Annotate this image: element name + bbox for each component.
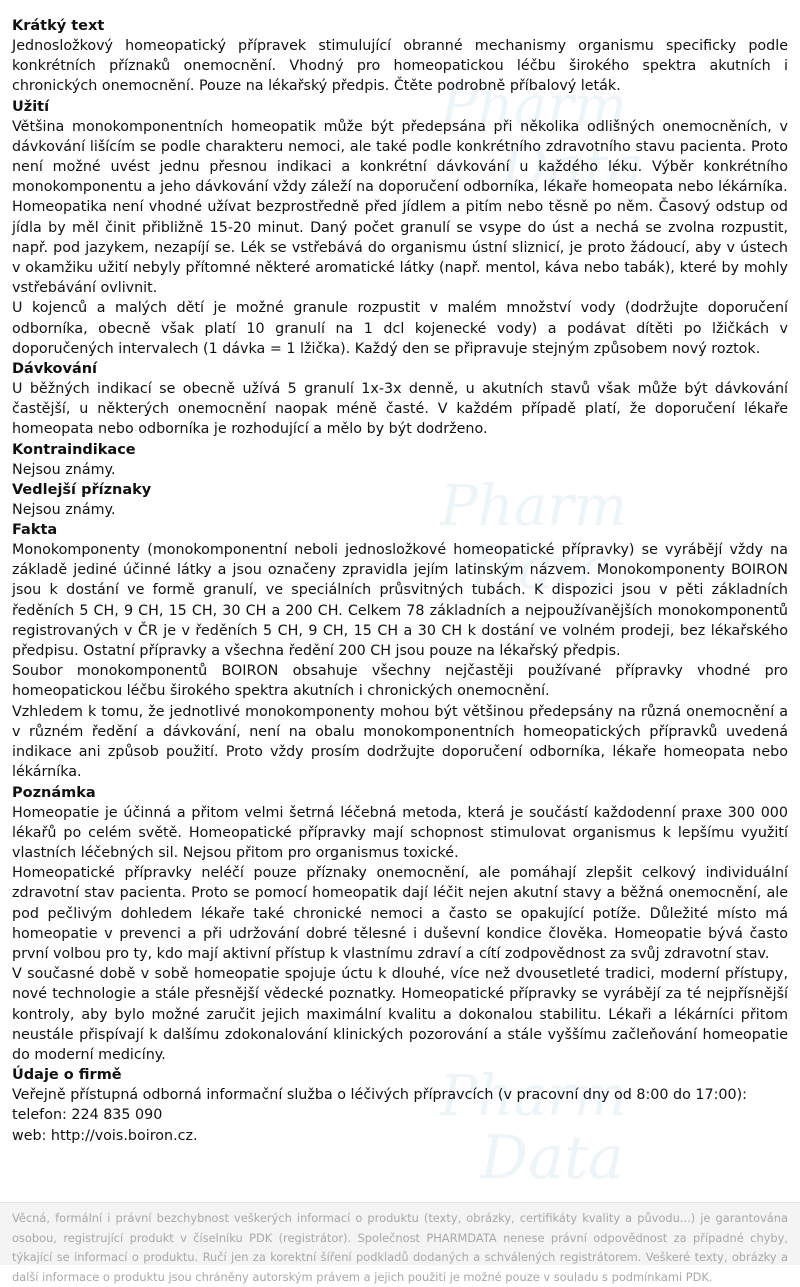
watermark-text-bottom: Data [500,133,644,203]
section-paragraph: Většina monokomponentních homeopatik může být předepsána při několika odlišných onemocněních, v dávkování lišícím se podle charakteru nemoci, ale také podle konkrétního zdravotního stavu pacienta. Proto není možné uvést jednu přesnou indikaci a konkrétní dávkování u každého léku. Výběr konkrétního monokomponentu a jeho dávkování vždy záleží na doporučení odborníka, lékaře homeopata nebo lékárníka. [12,118,788,196]
contact-web: web: http://vois.boiron.cz. [12,1127,198,1144]
section-paragraph: Homeopatika není vhodné užívat bezprostředně před jídlem a pitím nebo těsně po něm. Časový odstup od jídla by měl činit přibližně 15-20 minut. Daný počet granulí se vsype do úst a nechá se zvolna rozpustit, např. pod jazykem, nezapíjí se. Lék se vstřebává do organismu ústní sliznicí, je proto žádoucí, aby v ústech v okamžiku užití nebyly přítomné některé aromatické látky (např. mentol, káva nebo tabák), které by mohly vstřebávání ovlivnit. [12,199,788,297]
section-paragraph: Nejsou známy. [12,501,116,518]
section-paragraph: V současné době v sobě homeopatie spojuje úctu k dlouhé, více než dvousetleté tradici, moderní přístupy, nové technologie a stále přesnější vědecké poznatky. Homeopatické přípravky se vyrábějí za té nejpřísnější kontroly, aby bylo možné zaručit jejich maximální kvalitu a dokonalou stabilitu. Lékaři a lékárníci přitom neustále přispívají k dalšímu zdokonalování klinických pozorování a stále vyššímu začleňování homeopatie do moderní medicíny. [12,966,788,1063]
section-paragraph: Homeopatické přípravky neléčí pouze příznaky onemocnění, ale pomáhají zlepšit celkový individuální zdravotní stav pacienta. Proto se pomocí homeopatik dají léčit nejen akutní stavy a běžná onemocnění, ale pod pečlivým dohledem lékaře také chronické nemoci a často se opakující potíže. Důležité místo má homeopatie v prevenci a při udržování dobré tělesné i duševní kondice člověka. Homeopatie bývá často první volbou pro ty, kdo mají aktivní přístup k vlastnímu zdraví a cítí zodpovědnost za svůj zdravotní stav. [12,865,788,962]
section-title: Dávkování [12,361,98,378]
section-title: Poznámka [12,784,96,801]
section-paragraph: Nejsou známy. [12,461,116,478]
contact-phone: telefon: 224 835 090 [12,1107,163,1124]
section-paragraph: Jednosložkový homeopatický přípravek stimulující obranné mechanismy organismu specificky podle konkrétních příznaků onemocnění. Vhodný pro homeopatickou léčbu širokého spektra akutních i chronických onemocnění. Pouze na lékařský předpis. Čtěte podrobně příbalový leták. [12,38,788,95]
section-kontraindikace [12,440,788,480]
section-paragraph: U běžných indikací se obecně užívá 5 granulí 1x-3x denně, u akutních stavů však může být dávkování častější, u některých onemocnění naopak méně časté. V každém případě platí, že doporučení lékaře homeopata nebo odborníka je rozhodující a mělo by být dodrženo. [12,381,788,438]
disclaimer-text: Věcná, formální i právní bezchybnost veškerých informací o produktu (texty, obrázky, certifikáty kvality a původu...) je garantována osobou, registrující produkt v číselníku PDK (registrátor). Společnost PHARMDATA nenese právní odpovědnost za případné chyby, týkající se informací o produktu. Ručí jen za korektní šíření podkladů dodaných a schválených registrátorem. Veškeré texty, obrázky a další informace o produktu jsou chráněny autorským právem a jejich použití je možné pouze v souladu s podmínkami PDK. [12,1211,788,1284]
legal-disclaimer [0,1202,800,1284]
section-title: Vedlejší příznaky [12,481,152,498]
section-davkovani [12,359,788,440]
section-vedlejsi-priznaky [12,480,788,520]
watermark-text-top: Pharm [440,474,628,539]
section-kratky-text [12,16,788,97]
section-udaje-o-firme [12,1065,788,1146]
section-title: Krátký text [12,18,105,34]
watermark-text-bottom: Data [470,533,614,603]
section-title: Údaje o firmě [12,1067,122,1084]
watermark-text-bottom: Data [480,1123,624,1193]
section-title: Užití [12,98,50,115]
section-paragraph: Soubor monokomponentů BOIRON obsahuje všechny nejčastěji používané přípravky vhodné pro homeopatickou léčbu širokého spektra akutních i chronických onemocnění. [12,663,788,700]
section-poznamka [12,783,788,1066]
section-paragraph: Vzhledem k tomu, že jednotlivé monokomponenty mohou být většinou předepsány na různá onemocnění a v různém ředění a dávkování, není na obalu monokomponentních homeopatických přípravků uvedená indikace ani způsob použití. Proto vždy prosím dodržujte doporučení odborníka, lékaře homeopata nebo lékárníka. [12,703,788,781]
section-fakta [12,520,788,782]
section-paragraph: U kojenců a malých dětí je možné granule rozpustit v malém množství vody (dodržujte doporučení odborníka, obecně však platí 10 granulí na 1 dcl kojenecké vody) a podávat dítěti po lžičkách v doporučených intervalech (1 dávka = 1 lžička). Každý den se připravuje stejným způsobem nový roztok. [12,300,788,357]
section-title: Fakta [12,522,58,539]
watermark-text-top: Pharm [440,74,628,139]
section-title: Kontraindikace [12,441,136,458]
section-paragraph: Homeopatie je účinná a přitom velmi šetrná léčebná metoda, která je součástí každodenní praxe 300 000 lékařů po celém světě. Homeopatické přípravky mají schopnost stimulovat organismus k lepšímu využití vlastních léčebných sil. Nejsou přitom pro organismus toxické. [12,804,788,861]
section-paragraph: Monokomponenty (monokomponentní neboli jednosložkové homeopatické přípravky) se vyrábějí vždy na základě jediné účinné látky a jsou označeny zpravidla jejím latinským názvem. Monokomponenty BOIRON jsou k dostání ve formě granulí, ve speciálních průsvitných tubách. K dispozici jsou v pěti základních ředěních 5 CH, 9 CH, 15 CH, 30 CH a 200 CH. Celkem 78 základních a nejpoužívanějších monokomponentů registrovaných v ČR je v ředěních 5 CH, 9 CH, 15 CH a 30 CH k dostání ve volném prodeji, bez lékařského předpisu. Ostatní přípravky a všechna ředění 200 CH jsou pouze na lékařský předpis. [12,542,788,660]
product-info-document [12,16,788,1146]
contact-info-line: Veřejně přístupná odborná informační služba o léčivých přípravcích (v pracovní dny od 8:00 do 17:00): [12,1087,747,1104]
section-uziti [12,97,788,359]
watermark-text-top: Pharm [440,1064,628,1129]
